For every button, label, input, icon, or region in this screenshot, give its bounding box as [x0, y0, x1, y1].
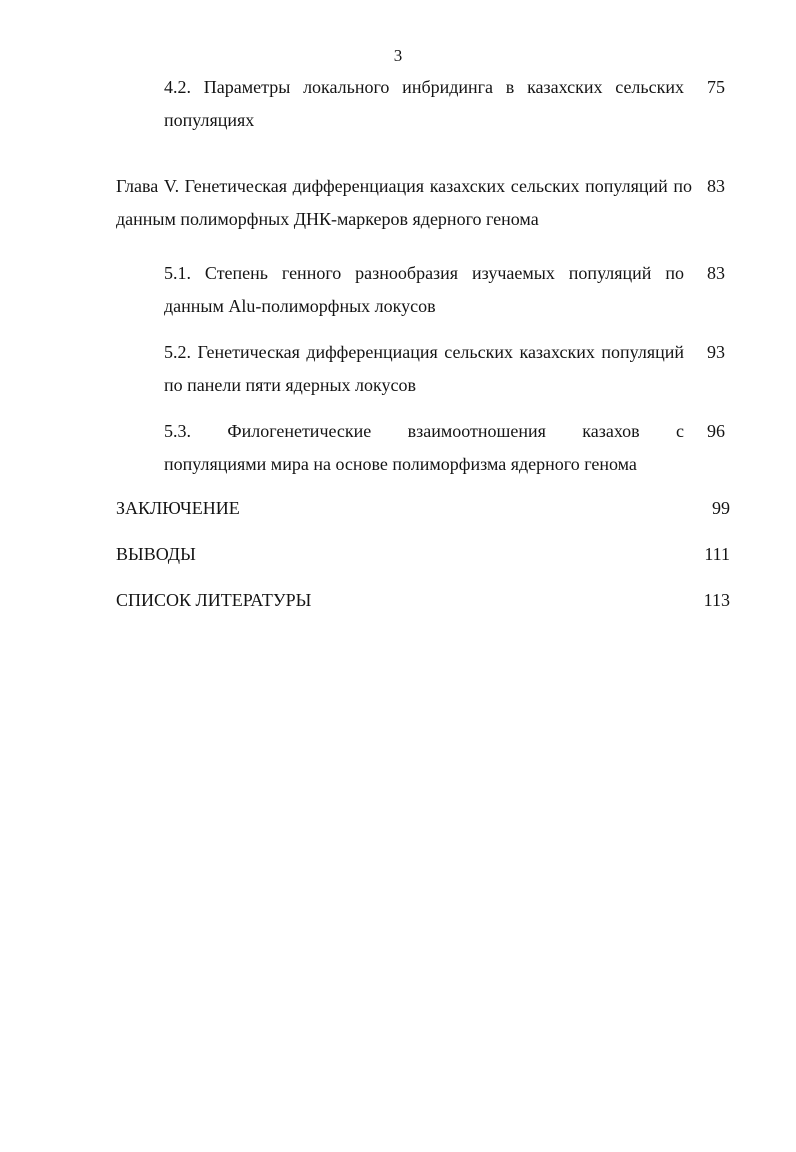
toc-entry-page: 75: [707, 77, 725, 97]
toc-entry-title: 4.2. Параметры локального инбридинга в казахских сельских популяциях: [164, 77, 684, 130]
toc-entry-page: 93: [707, 342, 725, 362]
toc-entry-page: 83: [707, 263, 725, 283]
toc-entry-page: 96: [707, 421, 725, 441]
toc-entry-page: 83: [707, 176, 725, 196]
toc-section-page: 113: [703, 590, 730, 610]
toc-section-title: ВЫВОДЫ: [116, 544, 196, 564]
toc-entry-title-line2: популяциями мира на основе полиморфизма ядерного генома: [164, 454, 637, 474]
toc-entry-title: 5.1. Степень генного разнообразия изучаемых популяций по данным Alu-полиморфных локусов: [164, 263, 684, 316]
toc-section-page: 99: [712, 498, 730, 518]
toc-entry-title: 5.2. Генетическая дифференциация сельских казахских популяций по панели пяти ядерных локусов: [164, 342, 684, 395]
page-number: 3: [393, 46, 403, 65]
toc-section-page: 111: [704, 544, 730, 564]
toc-section-title: СПИСОК ЛИТЕРАТУРЫ: [116, 590, 312, 610]
toc-entry-title-line1: 5.3. Филогенетические взаимоотношения казахов с: [164, 421, 684, 441]
toc-entry-title: Глава V. Генетическая дифференциация казахских сельских популяций по данным полиморфных ДНК-маркеров ядерного генома: [116, 176, 692, 229]
toc-section-title: ЗАКЛЮЧЕНИЕ: [116, 498, 240, 518]
